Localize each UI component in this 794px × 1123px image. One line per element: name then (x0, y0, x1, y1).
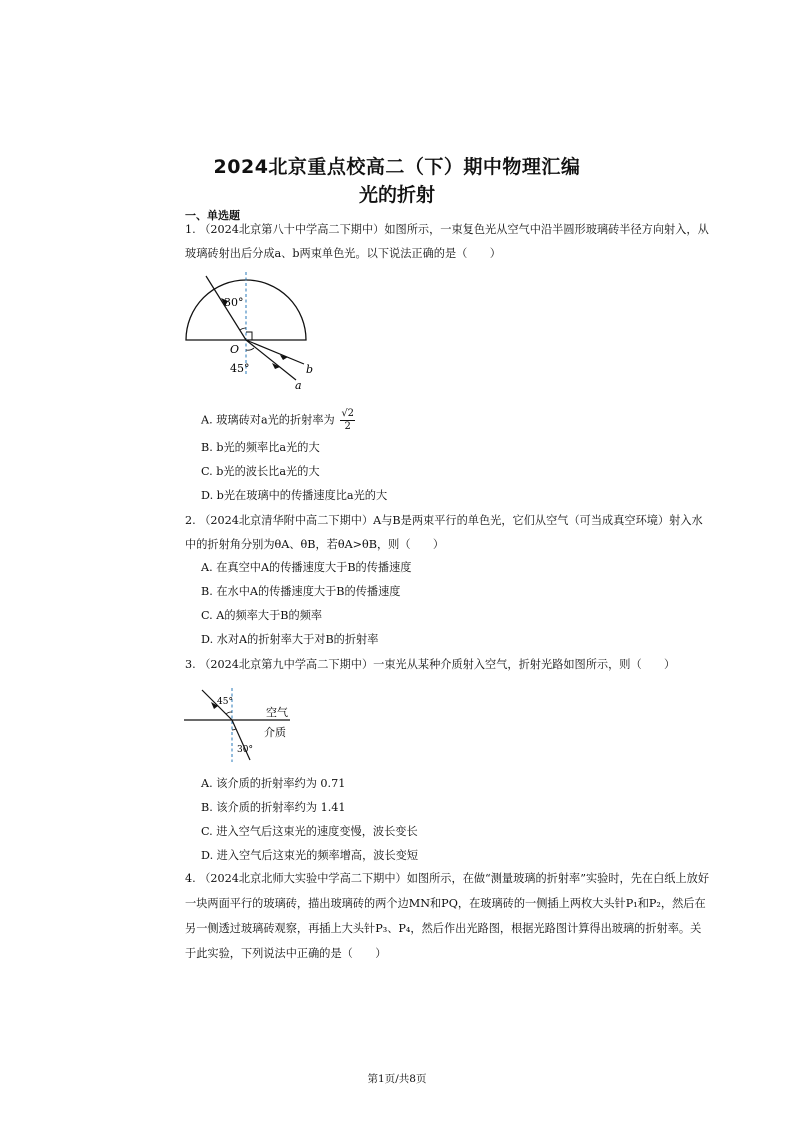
question-4-line-3: 另一侧透过玻璃砖观察，再插上大头针P₃、P₄，然后作出光路图，根据光路图计算得出玻璃的折射率。关 (185, 922, 702, 935)
question-3-option-d: D. 进入空气后这束光的频率增高，波长变短 (201, 849, 419, 862)
question-2-line-2: 中的折射角分别为θA、θB，若θA>θB，则（ ） (185, 538, 445, 551)
question-1-line-1: 1. （2024北京第八十中学高二下期中）如图所示，一束复色光从空气中沿半圆形玻璃砖半径方向射入，从 (185, 223, 709, 236)
question-1-diagram (180, 268, 320, 392)
question-2-option-d: D. 水对A的折射率大于对B的折射率 (201, 633, 379, 646)
question-3-option-b: B. 该介质的折射率约为 1.41 (201, 801, 346, 814)
question-3-option-a: A. 该介质的折射率约为 0.71 (201, 777, 346, 790)
question-1-option-d: D. b光在玻璃中的传播速度比a光的大 (201, 489, 388, 502)
section-heading: 一、单选题 (185, 209, 240, 222)
ray-b (246, 340, 304, 364)
right-angle-mark (246, 332, 252, 340)
document-title: 2024北京重点校高二（下）期中物理汇编 (213, 156, 581, 178)
question-1-option-c: C. b光的波长比a光的大 (201, 465, 320, 478)
center-label-o: O (230, 343, 240, 356)
page-footer: 第1页/共8页 (367, 1073, 427, 1085)
angle-arc-bottom (232, 729, 236, 730)
question-1-line-2: 玻璃砖射出后分成a、b两束单色光。以下说法正确的是（ ） (185, 247, 501, 260)
angle-arc-bottom (246, 348, 254, 350)
question-4-line-2: 一块两面平行的玻璃砖，描出玻璃砖的两个边MN和PQ，在玻璃砖的一侧插上两枚大头针P₁和P₂，然后在 (185, 897, 706, 910)
question-1-stem (185, 218, 757, 266)
ray-a (246, 340, 296, 380)
option-text: A. 玻璃砖对a光的折射率为 (201, 413, 335, 427)
angle-label-30: 30° (224, 296, 244, 309)
angle-arc-top (240, 328, 246, 330)
question-2-option-a: A. 在真空中A的传播速度大于B的传播速度 (201, 561, 412, 574)
question-4-line-4: 于此实验，下列说法中正确的是（ ） (185, 947, 387, 960)
ray-a-label: a (295, 379, 302, 392)
question-1-option-a (201, 408, 355, 433)
fraction-denominator: 2 (344, 421, 351, 432)
question-3-stem (185, 653, 757, 677)
angle-label-45: 45° (217, 697, 233, 707)
question-4-stem (185, 866, 757, 966)
angle-arc-top (226, 712, 232, 714)
fraction-numerator: √2 (341, 408, 355, 419)
question-4-line-1: 4. （2024北京北师大实验中学高二下期中）如图所示，在做“测量玻璃的折射率”实验时，先在白纸上放好 (185, 872, 710, 885)
question-3-line-1: 3. （2024北京第九中学高二下期中）一束光从某种介质射入空气，折射光路如图所示，则（ ） (185, 658, 676, 671)
fraction-sqrt2-over-2 (340, 408, 355, 433)
question-2-stem (185, 509, 757, 557)
document-subtitle: 光的折射 (358, 184, 435, 206)
medium-label-air: 空气 (266, 706, 288, 719)
ray-b-label: b (306, 363, 314, 376)
angle-label-45: 45° (230, 362, 250, 375)
medium-label-medium: 介质 (264, 726, 286, 739)
question-3-option-c: C. 进入空气后这束光的速度变慢，波长变长 (201, 825, 418, 838)
question-1-option-b: B. b光的频率比a光的大 (201, 441, 320, 454)
question-2-line-1: 2. （2024北京清华附中高二下期中）A与B是两束平行的单色光，它们从空气（可当成真空环境）射入水 (185, 514, 703, 527)
question-2-option-c: C. A的频率大于B的频率 (201, 609, 323, 622)
angle-label-30: 30° (237, 745, 253, 755)
question-2-option-b: B. 在水中A的传播速度大于B的传播速度 (201, 585, 401, 598)
question-3-diagram (180, 684, 310, 766)
